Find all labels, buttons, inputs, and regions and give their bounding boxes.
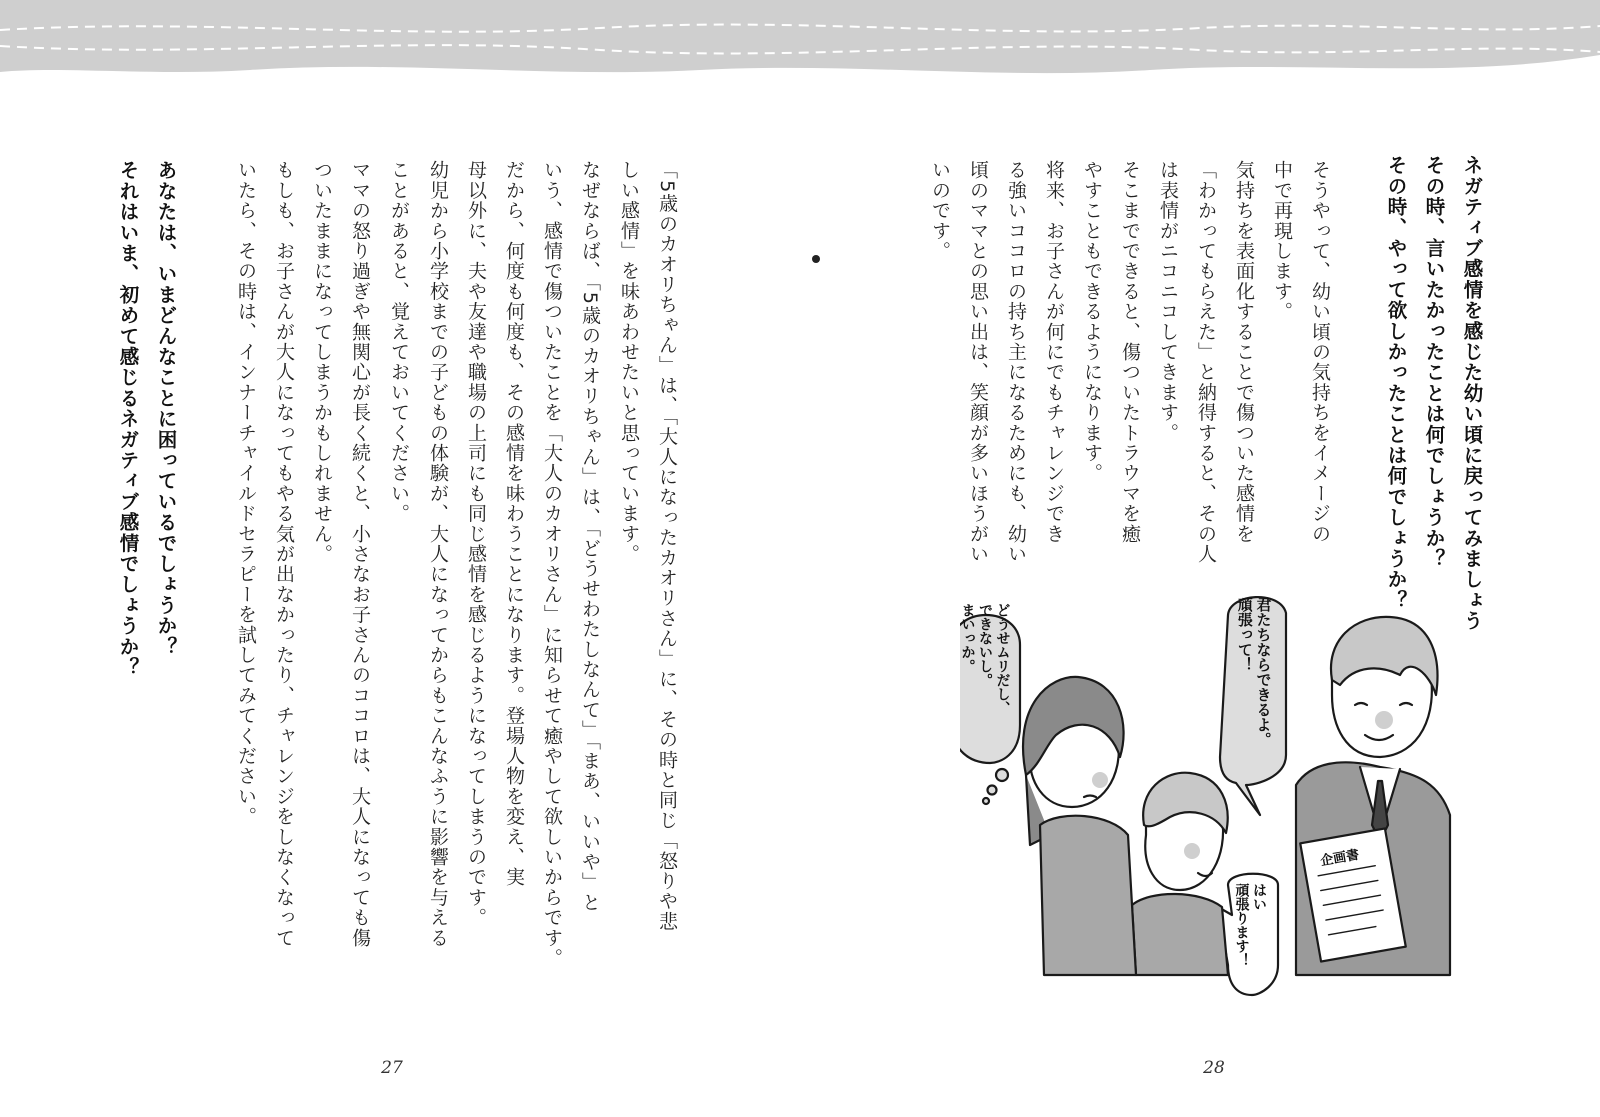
right-body-column-6: そこまでできると、傷ついたトラウマを癒 (1119, 160, 1141, 544)
bubble-boss-line-2: 頑張って！ (1235, 597, 1254, 672)
right-body-column-9: る強いココロの持ち主になるためにも、幼い (1005, 160, 1027, 564)
right-body-column-2: 中で再現します。 (1271, 160, 1293, 322)
right-body-column-3: 気持ちを表面化することで傷ついた感情を (1233, 160, 1255, 544)
right-body-column-5: は表情がニコニコしてきます。 (1157, 160, 1179, 443)
bubble-boy-line-1: はい (1251, 883, 1267, 911)
left-body-column-5: だから、何度も何度も、その感情を味わうことになります。登場人物を変え、実 (503, 160, 525, 888)
left-body-column-7: 幼児から小学校までの子どもの体験が、大人になってからもこんなふうに影響を与える (427, 160, 449, 948)
left-body-column-11: もしも、お子さんが大人になってもやる気が出なかったり、チャレンジをしなくなって (273, 160, 295, 948)
bubble-girl-text (958, 603, 1011, 715)
bubble-boy-line-2: 頑張ります！ (1233, 883, 1250, 967)
right-heading-line-2: その時、言いたかったことは何でしょうか？ (1422, 155, 1446, 569)
top-banner (0, 0, 1600, 80)
document-label: 企画書 (1319, 847, 1361, 870)
left-body-column-8: ことがあると、覚えておいてください。 (388, 160, 410, 524)
right-heading-line-1: ネガティブ感情を感じた幼い頃に戻ってみましょう (1460, 155, 1484, 632)
bubble-boss-line-1: 君たちならできるよ。 (1254, 597, 1273, 747)
right-body-column-10: 頃のママとの思い出は、笑顔が多いほうがい (967, 160, 989, 564)
left-body-column-10: ついたままになってしまうかもしれません。 (311, 160, 333, 564)
right-body-column-4: 「わかってもらえた」と納得すると、その人 (1195, 160, 1217, 564)
bubble-boss-text (1235, 597, 1273, 747)
section-dot (812, 255, 820, 263)
left-body-column-9: ママの怒り過ぎや無関心が長く続くと、小さなお子さんのココロは、大人になっても傷 (349, 160, 371, 948)
bubble-girl-line-2: できないし。 (977, 603, 993, 687)
left-body-column-3: なぜならば、「5歳のカオリちゃん」は、「どうせわたしなんて」「まあ、いいや」と (579, 160, 601, 913)
right-body-column-11: いのです。 (929, 160, 951, 261)
right-heading-line-3: その時、やって欲しかったことは何でしょうか？ (1384, 155, 1408, 611)
left-body-column-2: しい感情」を味あわせたいと思っています。 (618, 160, 640, 564)
left-body-column-12: いたら、その時は、インナーチャイルドセラピーを試してみてください。 (235, 160, 257, 827)
office-illustration (960, 585, 1550, 1015)
left-body-column-4: いう、感情で傷ついたことを「大人のカオリさん」に知らせて癒やして欲しいからです。 (541, 160, 563, 968)
left-question-2: それはいま、初めて感じるネガティブ感情でしょうか？ (116, 160, 140, 678)
bubble-girl-line-1: どうせムリだし、 (994, 603, 1011, 715)
left-body-column-6: 母以外に、夫や友達や職場の上司にも同じ感情を感じるようになってしまうのです。 (465, 160, 487, 928)
right-body-column-8: 将来、お子さんが何にでもチャレンジでき (1043, 160, 1065, 544)
right-body-column-1: そうやって、幼い頃の気持ちをイメージの (1309, 160, 1331, 544)
page-number-right: 28 (1203, 1058, 1225, 1078)
left-question-1: あなたは、いまどんなことに困っているでしょうか？ (154, 160, 178, 657)
right-body-column-7: やすこともできるようになります。 (1081, 160, 1103, 484)
left-body-column-1: 「5歳のカオリちゃん」は、「大人になったカオリさん」に、その時と同じ「怒りや悲 (656, 160, 678, 932)
page-number-left: 27 (381, 1058, 403, 1078)
bubble-girl-line-3: まいっか。 (959, 603, 976, 673)
bubble-boy-text (1232, 883, 1267, 967)
